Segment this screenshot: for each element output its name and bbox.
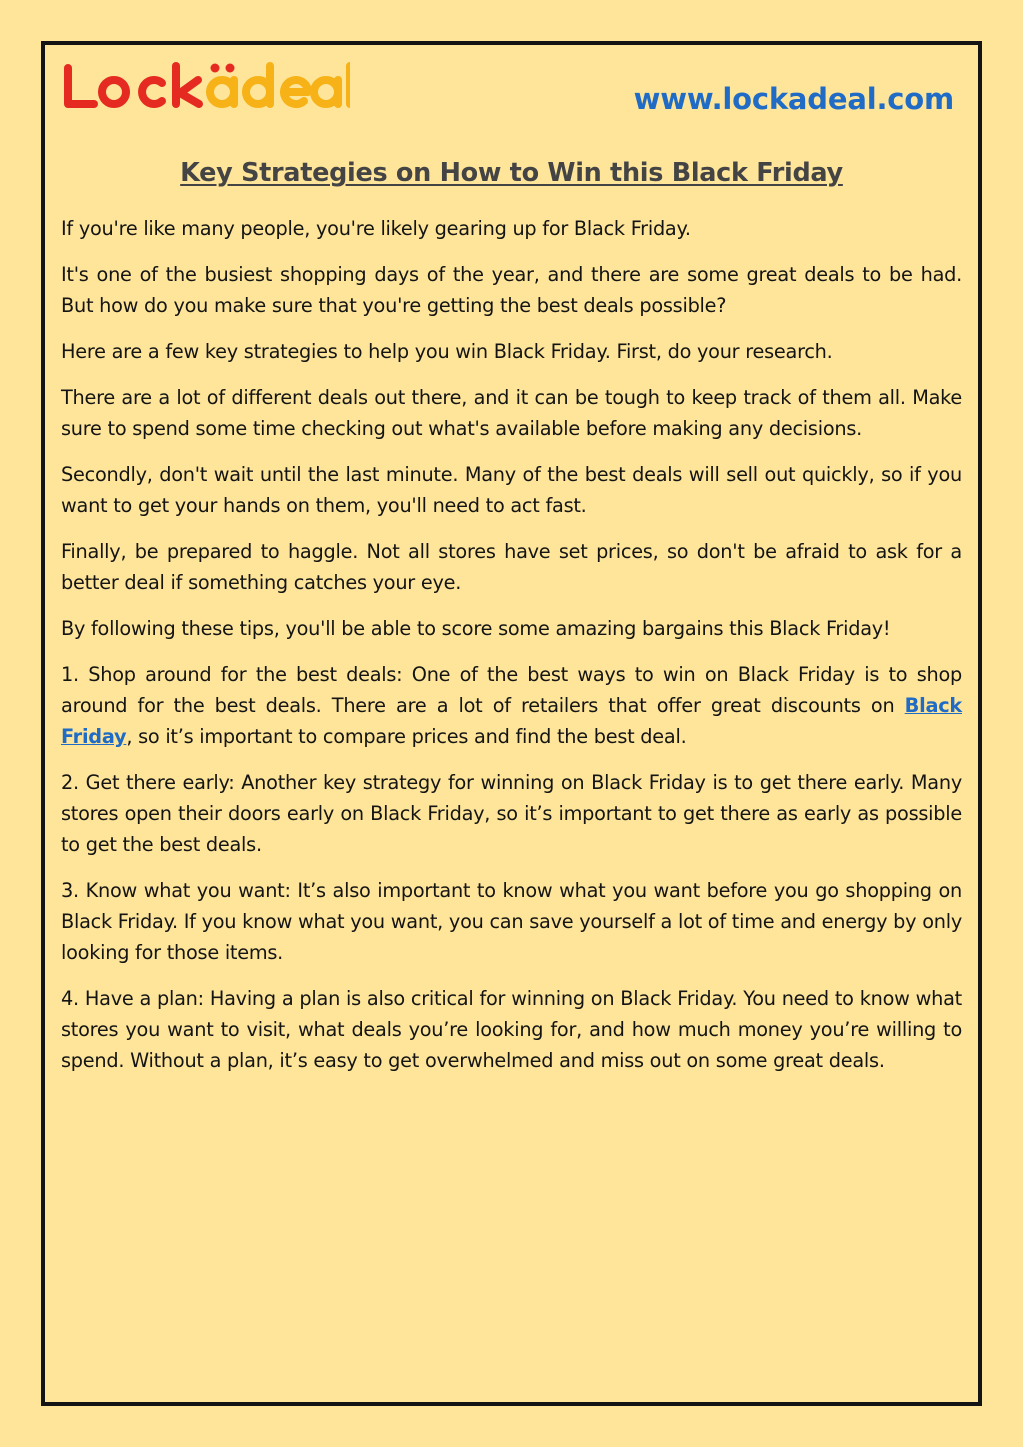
tip-have-a-plan: 4. Have a plan: Having a plan is also critical for winning on Black Friday. You need to know what stores you want to visit, what deals you’re looking for, and how much money you’re willing to spend. Without a plan, it’s easy to get overwhelmed and miss out on some great deals. (61, 987, 962, 1072)
paragraph-dont-wait: Secondly, don't wait until the last minute. Many of the best deals will sell out quickly, so if you want to get your hands on them, you'll need to act fast. (61, 463, 962, 517)
site-url-link[interactable]: www.lockadeal.com (633, 82, 954, 116)
paragraph-intro: If you're like many people, you're likely gearing up for Black Friday. (61, 217, 691, 240)
paragraph-following-tips: By following these tips, you'll be able to score some amazing bargains this Black Friday! (61, 617, 891, 640)
tip-shop-around (61, 659, 962, 752)
black-friday-link[interactable]: Black Friday (61, 694, 962, 748)
paragraph-haggle: Finally, be prepared to haggle. Not all stores have set prices, so don't be afraid to ask for a better deal if something catches your eye. (61, 540, 962, 594)
paragraph-strategies: Here are a few key strategies to help you win Black Friday. First, do your research. (61, 340, 833, 363)
paragraph-busiest-day: It's one of the busiest shopping days of the year, and there are some great deals to be had. But how do you make sure that you're getting the best deals possible? (61, 263, 962, 317)
tip-shop-around-text: 1. Shop around for the best deals: One of the best ways to win on Black Friday is to shop around for the best deals. There are a lot of retailers that offer great discounts on (61, 663, 962, 717)
tip-get-there-early: 2. Get there early: Another key strategy for winning on Black Friday is to get there early. Many stores open their doors early on Black Friday, so it’s important to get there as early as possible to get the best deals. (61, 771, 962, 856)
tip-know-what-you-want: 3. Know what you want: It’s also important to know what you want before you go shopping on Black Friday. If you know what you want, you can save yourself a lot of time and energy by only looking for those items. (61, 879, 962, 964)
article-title: Key Strategies on How to Win this Black Friday (180, 158, 843, 188)
logo-wordmark (60, 58, 350, 118)
tip-shop-around-text-end: , so it’s important to compare prices and find the best deal. (126, 725, 687, 748)
article-body (61, 213, 962, 1091)
paragraph-research: There are a lot of different deals out there, and it can be tough to keep track of them all. Make sure to spend some time checking out what's available before making any decisions. (61, 386, 962, 440)
lockadeal-logo[interactable] (60, 58, 350, 118)
